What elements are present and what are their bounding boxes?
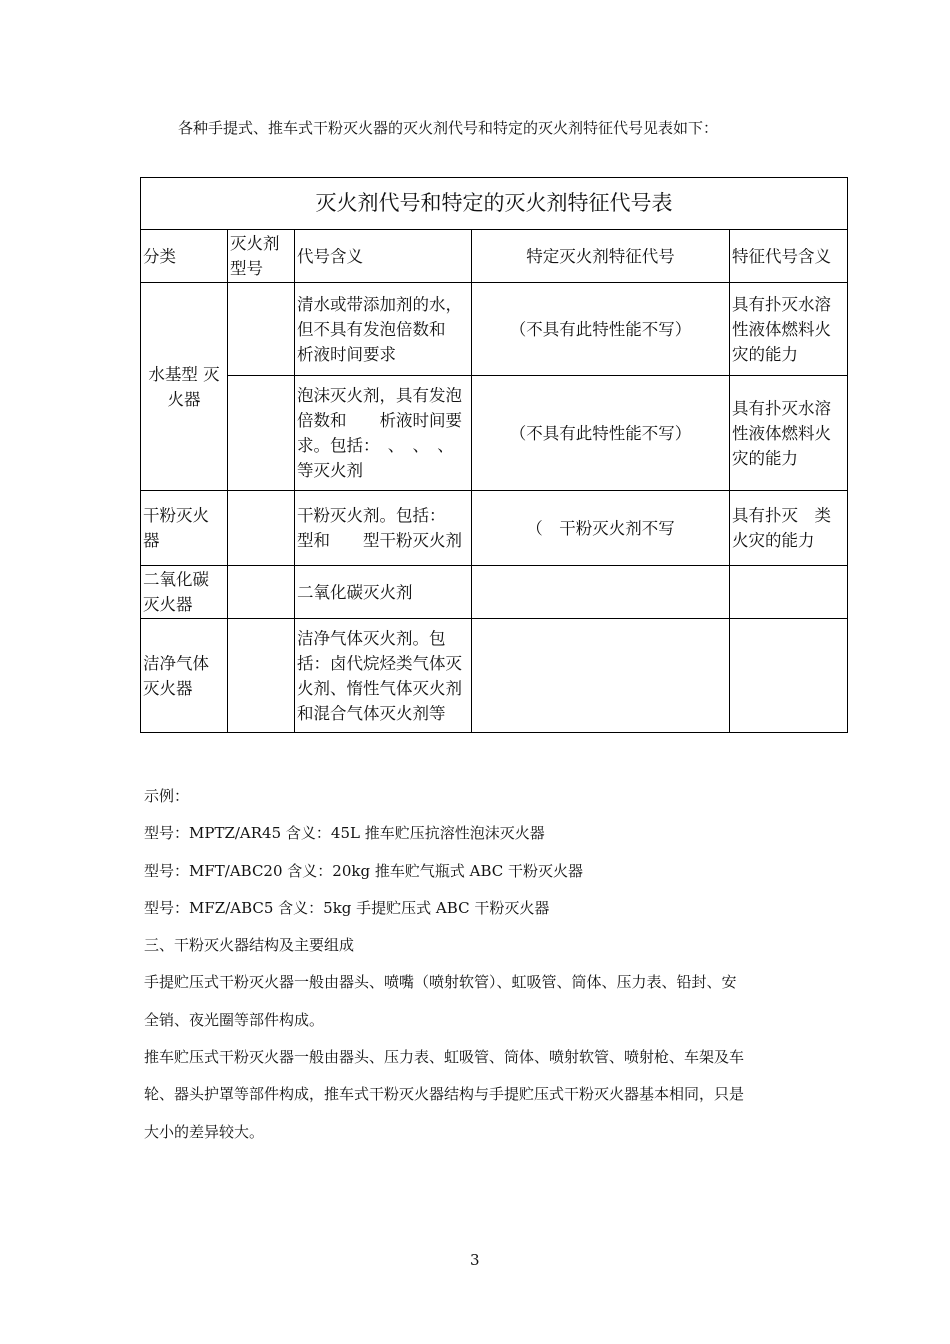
feature-meaning-cell [730, 566, 848, 619]
paragraph-line: 推车贮压式干粉灭火器一般由器头、压力表、虹吸管、筒体、喷射软管、喷射枪、车架及车 [144, 1048, 745, 1066]
code-meaning-cell: 泡沫灭火剂，具有发泡倍数和 析液时间要求。包括： 、 、 、 等灭火剂 [295, 376, 472, 491]
table-row [141, 491, 848, 566]
code-meaning-cell: 干粉灭火剂。包括： 型和 型干粉灭火剂 [295, 491, 472, 566]
code-meaning-cell: 清水或带添加剂的水，但不具有发泡倍数和 析液时间要求 [295, 283, 472, 376]
agent-model-cell [228, 619, 295, 733]
feature-meaning-cell: 具有扑灭 类火灾的能力 [730, 491, 848, 566]
feature-meaning-cell: 具有扑灭水溶性液体燃料火灾的能力 [730, 283, 848, 376]
agent-model-cell [228, 566, 295, 619]
code-meaning-cell: 洁净气体灭火剂。包括：卤代烷烃类气体灭火剂、惰性气体灭火剂和混合气体灭火剂等 [295, 619, 472, 733]
code-meaning-cell: 二氧化碳灭火剂 [295, 566, 472, 619]
paragraph-line: 大小的差异较大。 [144, 1123, 265, 1141]
feature-code-cell: （不具有此特性能不写） [472, 283, 730, 376]
paragraph-line: 全销、夜光圈等部件构成。 [144, 1011, 325, 1029]
agent-model-cell [228, 491, 295, 566]
section-heading: 三、干粉灭火器结构及主要组成 [144, 936, 355, 954]
example-line: 型号：MFT/ABC20 含义：20kg 推车贮气瓶式 ABC 干粉灭火器 [144, 862, 583, 880]
table-row [141, 376, 848, 491]
example-line: 型号：MFZ/ABC5 含义：5kg 手提贮压式 ABC 干粉灭火器 [144, 899, 550, 917]
table-row [141, 619, 848, 733]
agent-model-cell [228, 283, 295, 376]
page-number: 3 [470, 1251, 480, 1269]
feature-code-cell [472, 566, 730, 619]
example-line: 型号：MPTZ/AR45 含义：45L 推车贮压抗溶性泡沫灭火器 [144, 824, 545, 842]
table-title: 灭火剂代号和特定的灭火剂特征代号表 [141, 178, 848, 230]
feature-code-cell [472, 619, 730, 733]
header-agent-model: 灭火剂型号 [228, 230, 295, 283]
paragraph-line: 轮、器头护罩等部件构成，推车式干粉灭火器结构与手提贮压式干粉灭火器基本相同，只是 [144, 1085, 745, 1103]
header-category: 分类 [141, 230, 228, 283]
header-feature-meaning: 特征代号含义 [730, 230, 848, 283]
examples-heading: 示例： [144, 787, 190, 805]
agent-model-cell [228, 376, 295, 491]
category-clean-gas: 洁净气体灭火器 [141, 619, 228, 733]
header-code-meaning: 代号含义 [295, 230, 472, 283]
table-row [141, 566, 848, 619]
feature-code-cell: （不具有此特性能不写） [472, 376, 730, 491]
category-co2: 二氧化碳灭火器 [141, 566, 228, 619]
table-row [141, 283, 848, 376]
category-dry-powder: 干粉灭火器 [141, 491, 228, 566]
feature-meaning-cell: 具有扑灭水溶性液体燃料火灾的能力 [730, 376, 848, 491]
feature-meaning-cell [730, 619, 848, 733]
feature-code-cell: （ 干粉灭火剂不写 [472, 491, 730, 566]
paragraph-line: 手提贮压式干粉灭火器一般由器头、喷嘴（喷射软管）、虹吸管、筒体、压力表、铅封、安 [144, 973, 737, 991]
header-feature-code: 特定灭火剂特征代号 [472, 230, 730, 283]
category-water-based: 水基型 灭火器 [141, 283, 228, 491]
table-header-row [141, 230, 848, 283]
intro-text: 各种手提式、推车式干粉灭火器的灭火剂代号和特定的灭火剂特征代号见表如下： [178, 119, 719, 137]
extinguishing-agent-code-table [140, 177, 848, 733]
